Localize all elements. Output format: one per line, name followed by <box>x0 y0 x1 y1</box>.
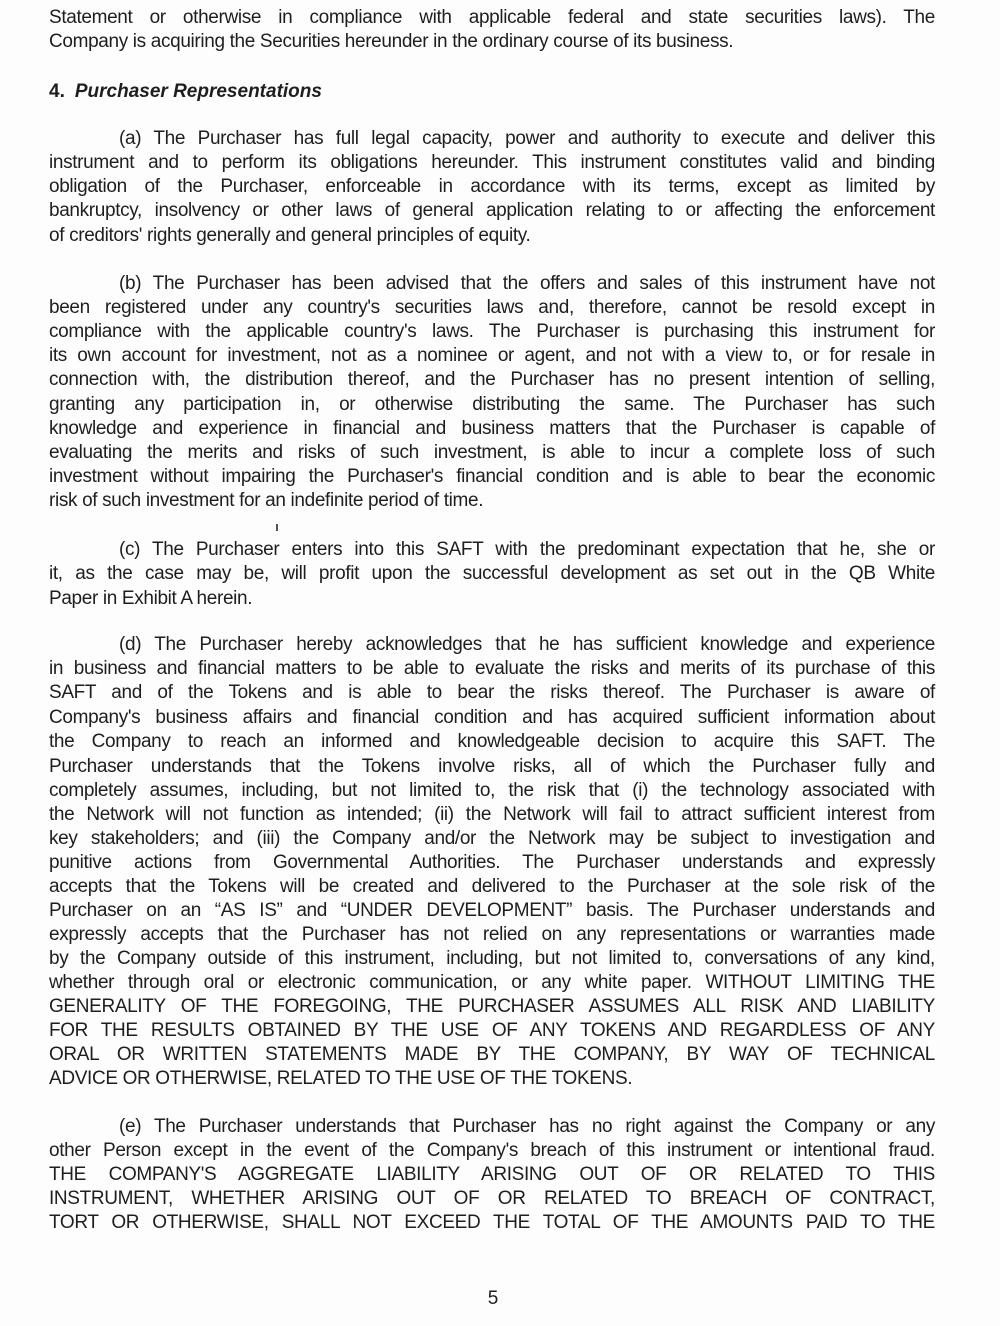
paragraph-line: FOR THE RESULTS OBTAINED BY THE USE OF ANY TOKENS AND REGARDLESS OF ANY <box>49 1020 935 1041</box>
paragraph-line: connection with, the distribution thereof, and the Purchaser has no present intention of selling, <box>49 369 935 390</box>
paragraph-line: the Company to reach an informed and knowledgeable decision to acquire this SAFT. The <box>49 731 935 752</box>
paragraph-line: (d) The Purchaser hereby acknowledges that he has sufficient knowledge and experience <box>119 634 935 655</box>
paragraph-line: obligation of the Purchaser, enforceable in accordance with its terms, except as limited by <box>49 176 935 197</box>
section-number: 4. <box>49 81 65 102</box>
paragraph-line: instrument and to perform its obligations hereunder. This instrument constitutes valid and binding <box>49 152 935 173</box>
paragraph-line: investment without impairing the Purchaser's financial condition and is able to bear the economic <box>49 466 935 487</box>
paragraph-line: it, as the case may be, will profit upon the successful development as set out in the QB White <box>49 563 935 584</box>
paragraph-line: key stakeholders; and (iii) the Company and/or the Network may be subject to investigation and <box>49 828 935 849</box>
paragraph-line: accepts that the Tokens will be created and delivered to the Purchaser at the sole risk of the <box>49 876 935 897</box>
paragraph-line: INSTRUMENT, WHETHER ARISING OUT OF OR RELATED TO BREACH OF CONTRACT, <box>49 1188 935 1209</box>
paragraph-line: other Person except in the event of the Company's breach of this instrument or intentional fraud. <box>49 1140 935 1161</box>
paragraph-line: of creditors' rights generally and general principles of equity. <box>49 225 531 246</box>
paragraph-line: knowledge and experience in financial and business matters that the Purchaser is capable of <box>49 418 935 439</box>
scan-artifact <box>276 524 278 531</box>
paragraph-line: (b) The Purchaser has been advised that the offers and sales of this instrument have not <box>119 273 935 294</box>
paragraph-line: GENERALITY OF THE FOREGOING, THE PURCHASER ASSUMES ALL RISK AND LIABILITY <box>49 996 935 1017</box>
paragraph-line: by the Company outside of this instrument, including, but not limited to, conversations of any kind, <box>49 948 935 969</box>
intro-line: Company is acquiring the Securities hereunder in the ordinary course of its business. <box>49 31 734 52</box>
paragraph-line: (c) The Purchaser enters into this SAFT with the predominant expectation that he, she or <box>119 539 935 560</box>
paragraph-line: Purchaser understands that the Tokens involve risks, all of which the Purchaser fully and <box>49 756 935 777</box>
paragraph-line: granting any participation in, or otherwise distributing the same. The Purchaser has such <box>49 394 935 415</box>
paragraph-line: completely assumes, including, but not limited to, the risk that (i) the technology associated with <box>49 780 935 801</box>
paragraph-line: (a) The Purchaser has full legal capacity, power and authority to execute and deliver this <box>119 128 935 149</box>
paragraph-line: whether through oral or electronic communication, or any white paper. WITHOUT LIMITING THE <box>49 972 935 993</box>
paragraph-line: evaluating the merits and risks of such investment, is able to incur a complete loss of such <box>49 442 935 463</box>
paragraph-line: expressly accepts that the Purchaser has not relied on any representations or warranties made <box>49 924 935 945</box>
paragraph-line: THE COMPANY'S AGGREGATE LIABILITY ARISING OUT OF OR RELATED TO THIS <box>49 1164 935 1185</box>
paragraph-line: (e) The Purchaser understands that Purchaser has no right against the Company or any <box>119 1116 935 1137</box>
paragraph-line: SAFT and of the Tokens and is able to bear the risks thereof. The Purchaser is aware of <box>49 682 935 703</box>
paragraph-line: compliance with the applicable country's laws. The Purchaser is purchasing this instrument for <box>49 321 935 342</box>
paragraph-line: been registered under any country's securities laws and, therefore, cannot be resold except in <box>49 297 935 318</box>
paragraph-line: in business and financial matters to be able to evaluate the risks and merits of its purchase of this <box>49 658 935 679</box>
paragraph-line: ORAL OR WRITTEN STATEMENTS MADE BY THE COMPANY, BY WAY OF TECHNICAL <box>49 1044 935 1065</box>
paragraph-line: the Network will not function as intended; (ii) the Network will fail to attract sufficient interest from <box>49 804 935 825</box>
section-title: Purchaser Representations <box>74 81 322 102</box>
paragraph-line: Paper in Exhibit A herein. <box>49 588 253 609</box>
paragraph-line: its own account for investment, not as a nominee or agent, and not with a view to, or for resale in <box>49 345 935 366</box>
page-number: 5 <box>487 1288 499 1309</box>
section-heading <box>49 80 322 104</box>
paragraph-line: risk of such investment for an indefinite period of time. <box>49 490 484 511</box>
paragraph-line: Purchaser on an “AS IS” and “UNDER DEVELOPMENT” basis. The Purchaser understands and <box>49 900 935 921</box>
paragraph-line: TORT OR OTHERWISE, SHALL NOT EXCEED THE TOTAL OF THE AMOUNTS PAID TO THE <box>49 1212 935 1233</box>
paragraph-line: bankruptcy, insolvency or other laws of general application relating to or affecting the enforcement <box>49 200 935 221</box>
paragraph-line: Company's business affairs and financial condition and has acquired sufficient information about <box>49 707 935 728</box>
paragraph-line: punitive actions from Governmental Authorities. The Purchaser understands and expressly <box>49 852 935 873</box>
paragraph-line: ADVICE OR OTHERWISE, RELATED TO THE USE OF THE TOKENS. <box>49 1068 633 1089</box>
intro-line: Statement or otherwise in compliance with applicable federal and state securities laws). The <box>49 7 935 28</box>
